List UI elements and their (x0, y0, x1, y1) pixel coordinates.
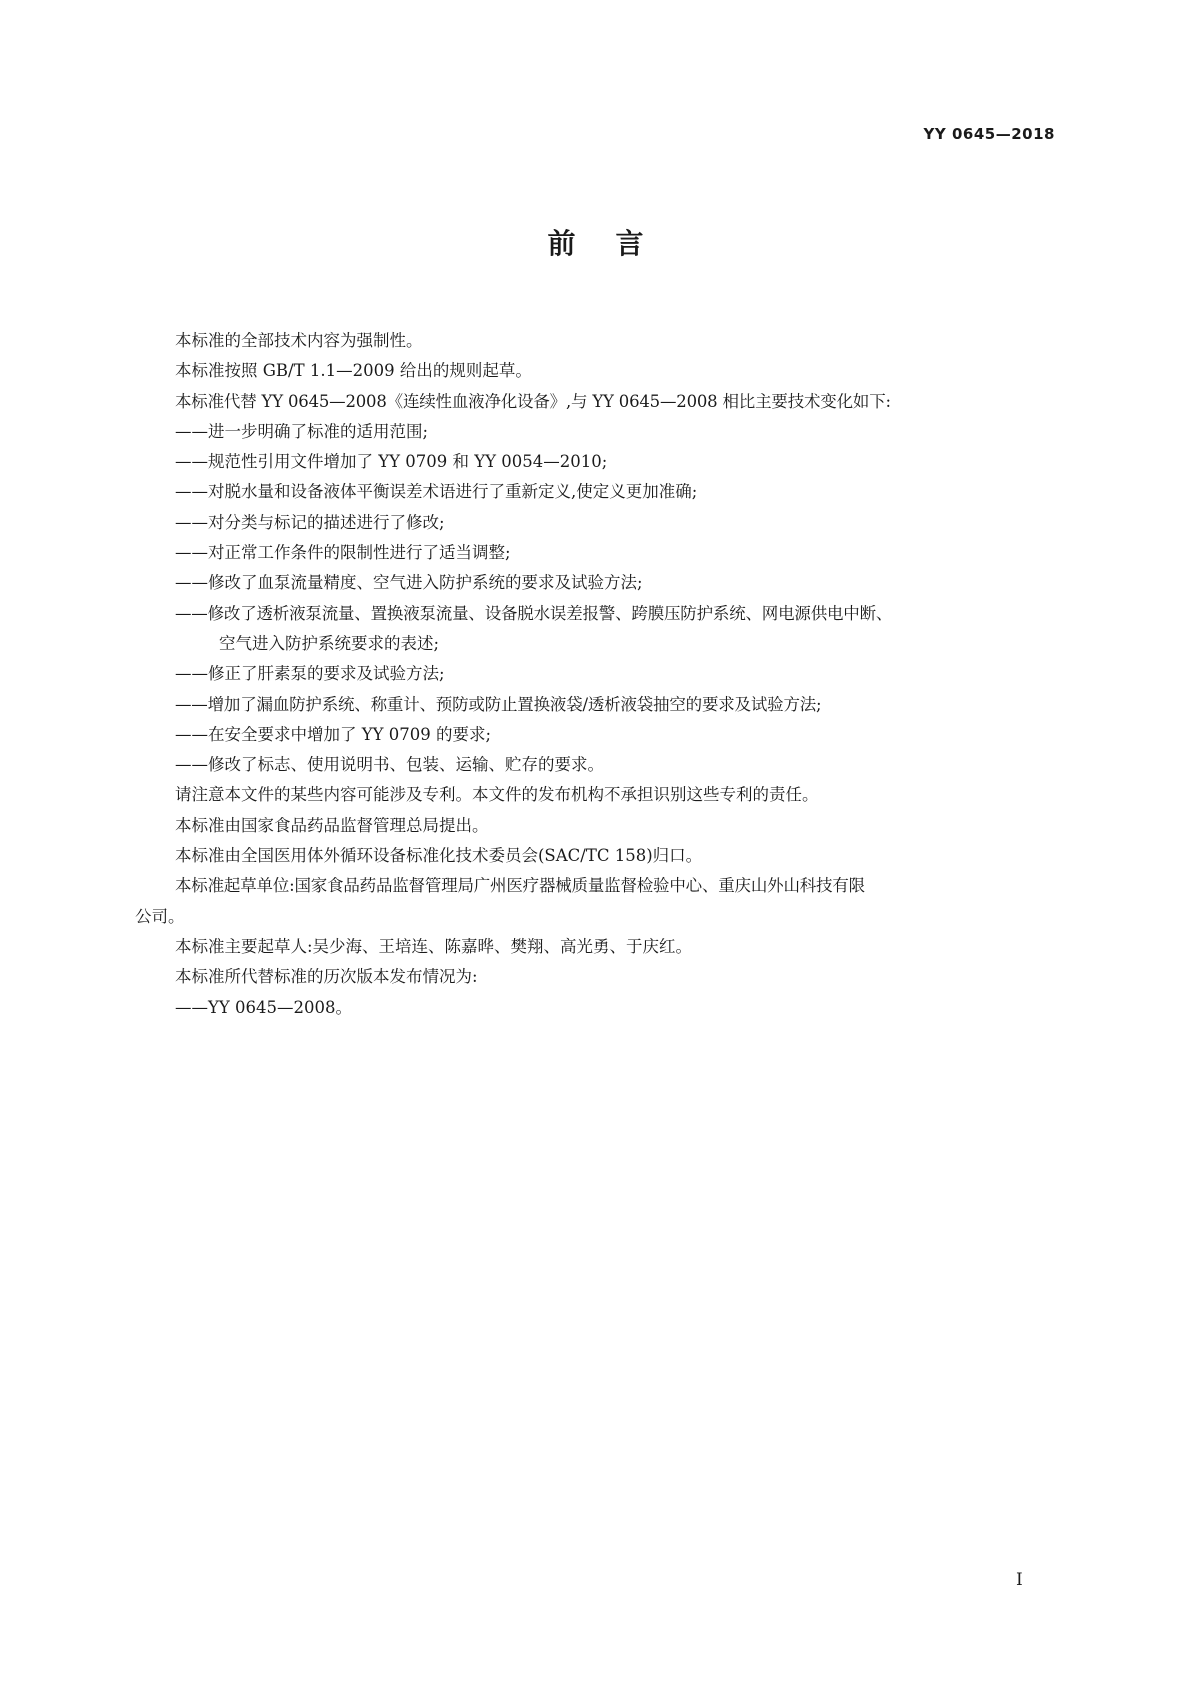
change-item: ——YY 0645—2008。 (175, 997, 353, 1017)
standard-number: YY 0645—2018 (923, 125, 1055, 143)
change-item: ——对正常工作条件的限制性进行了适当调整; (175, 543, 511, 563)
page-title: 前言 (547, 227, 684, 260)
paragraph: 本标准按照 GB/T 1.1—2009 给出的规则起草。 (175, 361, 532, 381)
change-item: ——增加了漏血防护系统、称重计、预防或防止置换液袋/透析液袋抽空的要求及试验方法; (175, 694, 822, 714)
paragraph: 本标准主要起草人:吴少海、王培连、陈嘉晔、樊翔、高光勇、于庆红。 (175, 936, 693, 956)
change-item: ——对分类与标记的描述进行了修改; (175, 512, 445, 532)
change-item: ——修改了标志、使用说明书、包装、运输、贮存的要求。 (175, 755, 604, 775)
change-item: ——进一步明确了标准的适用范围; (175, 421, 429, 441)
change-item: ——修改了透析液泵流量、置换液泵流量、设备脱水误差报警、跨膜压防护系统、网电源供电中断、 (175, 603, 893, 623)
paragraph: 请注意本文件的某些内容可能涉及专利。本文件的发布机构不承担识别这些专利的责任。 (175, 785, 819, 805)
paragraph: 本标准起草单位:国家食品药品监督管理局广州医疗器械质量监督检验中心、重庆山外山科技有限 (175, 876, 865, 896)
change-item: ——在安全要求中增加了 YY 0709 的要求; (175, 724, 492, 744)
paragraph: 本标准代替 YY 0645—2008《连续性血液净化设备》,与 YY 0645—2008 相比主要技术变化如下: (175, 391, 891, 411)
change-item: ——修改了血泵流量精度、空气进入防护系统的要求及试验方法; (175, 573, 643, 593)
paragraph: 本标准的全部技术内容为强制性。 (175, 331, 423, 350)
change-item: ——修正了肝素泵的要求及试验方法; (175, 664, 445, 684)
change-item: ——规范性引用文件增加了 YY 0709 和 YY 0054—2010; (175, 452, 608, 472)
change-item: ——对脱水量和设备液体平衡误差术语进行了重新定义,使定义更加准确; (175, 482, 698, 502)
change-item-continuation: 空气进入防护系统要求的表述; (219, 633, 440, 653)
page-number: I (1016, 1570, 1023, 1590)
paragraph: 本标准由国家食品药品监督管理总局提出。 (175, 815, 489, 835)
paragraph-continuation: 公司。 (135, 906, 185, 926)
paragraph: 本标准由全国医用体外循环设备标准化技术委员会(SAC/TC 158)归口。 (175, 846, 703, 866)
paragraph: 本标准所代替标准的历次版本发布情况为: (175, 967, 478, 987)
foreword-body (135, 326, 1057, 1023)
